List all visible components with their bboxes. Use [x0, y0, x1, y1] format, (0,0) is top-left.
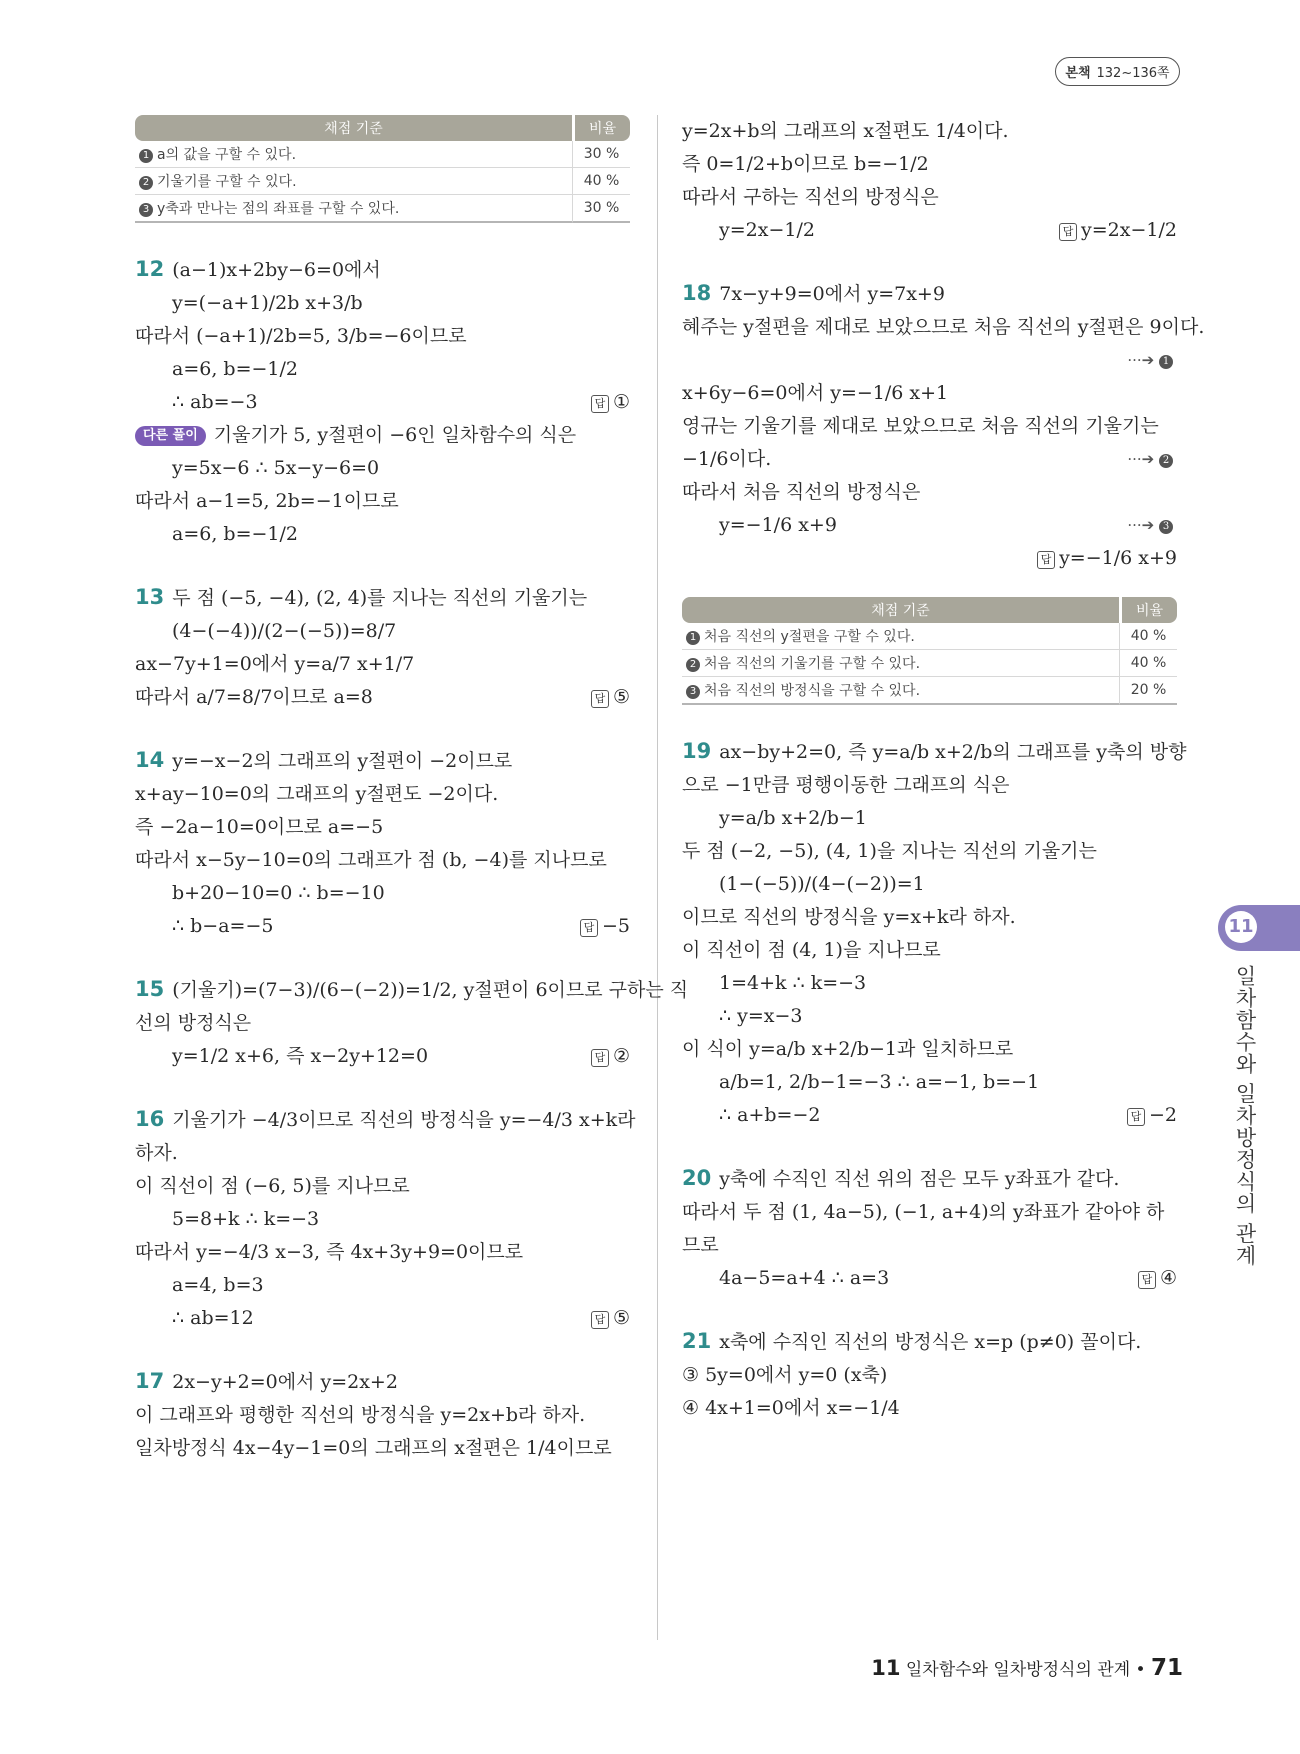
answer-icon: 답: [1037, 551, 1055, 569]
answer: [580, 910, 630, 943]
solution-line: 영규는 기울기를 제대로 보았으므로 처음 직선의 기울기는: [682, 415, 1159, 437]
solution-line: 두 점 (−2, −5), (4, 1)을 지나는 직선의 기울기는: [682, 840, 1097, 862]
solution-line: y=1/2 x+6, 즉 x−2y+12=0: [172, 1045, 429, 1067]
solution-line: y=2x−1/2: [719, 219, 815, 241]
solution-line: ax−by+2=0, 즉 y=a/b x+2/b의 그래프를 y축의 방향: [719, 741, 1187, 763]
step-marker: ···➔ 1: [1127, 344, 1177, 377]
answer-value: ④: [1159, 1267, 1177, 1289]
problem-number: 16: [135, 1107, 165, 1131]
scoring-table-right: [682, 597, 1177, 705]
solution-line: a/b=1, 2/b−1=−3 ∴ a=−1, b=−1: [719, 1071, 1040, 1093]
problem-20: [682, 1162, 1177, 1295]
solution-line: y=−1/6 x+9: [719, 514, 837, 536]
step-marker: ···➔ 2: [1127, 443, 1177, 476]
solution-line: a=6, b=−1/2: [172, 523, 298, 545]
table-row: [135, 168, 630, 195]
solution-line: 기울기가 5, y절편이 −6인 일차함수의 식은: [213, 424, 577, 446]
solution-line: y=(−a+1)/2b x+3/b: [172, 292, 363, 314]
answer: [1037, 547, 1177, 569]
problem-19: [682, 735, 1187, 1132]
problem-14: [135, 744, 630, 943]
table-row: [135, 195, 630, 223]
table-header-criteria: 채점 기준: [135, 115, 572, 141]
solution-line: ∴ ab=12: [172, 1307, 254, 1329]
answer-value: y=−1/6 x+9: [1059, 547, 1177, 569]
answer-icon: 답: [580, 919, 598, 937]
solution-line: 즉 0=1/2+b이므로 b=−1/2: [682, 153, 929, 175]
answer: [591, 386, 630, 419]
answer: [1138, 1262, 1177, 1295]
solution-line: y=−x−2의 그래프의 y절편이 −2이므로: [172, 750, 513, 772]
solution-line: y=5x−6 ∴ 5x−y−6=0: [172, 457, 380, 479]
table-row: [682, 623, 1177, 650]
solution-line: 4a−5=a+4 ∴ a=3: [719, 1267, 890, 1289]
solution-line: 1=4+k ∴ k=−3: [719, 972, 867, 994]
criteria-text: a의 값을 구할 수 있다.: [157, 147, 297, 163]
answer: [591, 681, 630, 714]
footer-dot: •: [1135, 1660, 1146, 1680]
circled-number: 1: [139, 149, 153, 163]
answer-icon: 답: [1138, 1271, 1156, 1289]
left-column: [135, 115, 689, 1465]
answer-value: ⑤: [612, 686, 630, 708]
problem-12: [135, 253, 630, 551]
solution-line: ∴ ab=−3: [172, 391, 258, 413]
solution-line: x+6y−6=0에서 y=−1/6 x+1: [682, 382, 949, 404]
chapter-side-title: 일차함수와 일차방정식의 관계: [1233, 965, 1257, 1267]
circled-number: 3: [139, 203, 153, 217]
solution-line: 이 직선이 점 (−6, 5)를 지나므로: [135, 1175, 410, 1197]
problem-number: 19: [682, 739, 712, 763]
answer: [591, 1302, 630, 1335]
chapter-number-badge: 11: [1225, 911, 1257, 943]
solution-line: 7x−y+9=0에서 y=7x+9: [719, 283, 945, 305]
ratio-cell: 40 %: [1119, 623, 1177, 650]
footer-chapter-title: 일차함수와 일차방정식의 관계: [905, 1660, 1131, 1680]
solution-line: 따라서 a/7=8/7이므로 a=8: [135, 686, 373, 708]
solution-line: y=a/b x+2/b−1: [719, 807, 867, 829]
solution-line: ∴ y=x−3: [719, 1005, 803, 1027]
footer-chapter-number: 11: [871, 1656, 901, 1680]
problem-21: [682, 1325, 1177, 1425]
scoring-table-left: [135, 115, 630, 223]
answer-icon: 답: [591, 690, 609, 708]
solution-line: (1−(−5))/(4−(−2))=1: [719, 873, 925, 895]
table-header-ratio: 비율: [1119, 597, 1177, 623]
answer-icon: 답: [591, 395, 609, 413]
page-range: 132~136쪽: [1096, 66, 1170, 81]
solution-line: 이 식이 y=a/b x+2/b−1과 일치하므로: [682, 1038, 1014, 1060]
problem-number: 15: [135, 977, 165, 1001]
circled-number: 2: [686, 658, 700, 672]
answer-value: y=2x−1/2: [1081, 219, 1177, 241]
answer-value: −5: [601, 915, 630, 937]
solution-line: 따라서 (−a+1)/2b=5, 3/b=−6이므로: [135, 325, 467, 347]
solution-line: 2x−y+2=0에서 y=2x+2: [172, 1371, 398, 1393]
circled-number: 3: [1159, 520, 1173, 534]
book-label: 본책: [1065, 66, 1091, 81]
answer: [591, 1040, 630, 1073]
solution-line: x+ay−10=0의 그래프의 y절편도 −2이다.: [135, 783, 499, 805]
circled-number: 1: [686, 631, 700, 645]
criteria-text: 처음 직선의 방정식을 구할 수 있다.: [704, 683, 921, 699]
solution-line: b+20−10=0 ∴ b=−10: [172, 882, 385, 904]
circled-number: 2: [139, 176, 153, 190]
answer-value: ②: [612, 1045, 630, 1067]
column-divider: [657, 115, 658, 1640]
problem-16: [135, 1103, 636, 1335]
answer: [1059, 214, 1177, 247]
solution-line: 으로 −1만큼 평행이동한 그래프의 식은: [682, 774, 1010, 796]
ratio-cell: 30 %: [572, 141, 630, 168]
problem-number: 21: [682, 1329, 712, 1353]
answer-icon: 답: [1127, 1108, 1145, 1126]
criteria-text: y축과 만나는 점의 좌표를 구할 수 있다.: [157, 201, 400, 217]
solution-line: y축에 수직인 직선 위의 점은 모두 y좌표가 같다.: [719, 1168, 1120, 1190]
answer-value: −2: [1148, 1104, 1177, 1126]
solution-line: ∴ b−a=−5: [172, 915, 274, 937]
solution-line: 즉 −2a−10=0이므로 a=−5: [135, 816, 384, 838]
answer-icon: 답: [591, 1311, 609, 1329]
solution-line: 5=8+k ∴ k=−3: [172, 1208, 320, 1230]
solution-line: a=4, b=3: [172, 1274, 264, 1296]
table-row: [135, 141, 630, 168]
solution-line: ③ 5y=0에서 y=0 (x축): [682, 1364, 888, 1386]
solution-line: 혜주는 y절편을 제대로 보았으므로 처음 직선의 y절편은 9이다.: [682, 316, 1205, 338]
table-row: [682, 650, 1177, 677]
solution-line: 선의 방정식은: [135, 1012, 252, 1034]
solution-line: ④ 4x+1=0에서 x=−1/4: [682, 1397, 900, 1419]
ratio-cell: 40 %: [572, 168, 630, 195]
table-row: [682, 677, 1177, 705]
answer-icon: 답: [1059, 223, 1077, 241]
solution-line: 따라서 두 점 (1, 4a−5), (−1, a+4)의 y좌표가 같아야 하: [682, 1201, 1165, 1223]
solution-line: 따라서 x−5y−10=0의 그래프가 점 (b, −4)를 지나므로: [135, 849, 607, 871]
solution-line: (a−1)x+2by−6=0에서: [172, 259, 381, 281]
solution-line: 므로: [682, 1234, 719, 1256]
table-header-criteria: 채점 기준: [682, 597, 1119, 623]
solution-line: 따라서 구하는 직선의 방정식은: [682, 186, 939, 208]
answer: [1127, 1099, 1177, 1132]
solution-line: 이므로 직선의 방정식을 y=x+k라 하자.: [682, 906, 1016, 928]
solution-line: a=6, b=−1/2: [172, 358, 298, 380]
solution-line: 따라서 y=−4/3 x−3, 즉 4x+3y+9=0이므로: [135, 1241, 524, 1263]
solution-line: 따라서 a−1=5, 2b=−1이므로: [135, 490, 399, 512]
page-footer: [871, 1655, 1183, 1681]
solution-line: ∴ a+b=−2: [719, 1104, 821, 1126]
solution-line: 이 직선이 점 (4, 1)을 지나므로: [682, 939, 941, 961]
problem-number: 18: [682, 281, 712, 305]
criteria-text: 처음 직선의 기울기를 구할 수 있다.: [704, 656, 921, 672]
page-number: 71: [1150, 1655, 1183, 1681]
solution-line: −1/6이다.: [682, 448, 772, 470]
solution-line: 기울기가 −4/3이므로 직선의 방정식을 y=−4/3 x+k라: [172, 1109, 636, 1131]
solution-line: x축에 수직인 직선의 방정식은 x=p (p≠0) 꼴이다.: [719, 1331, 1142, 1353]
answer-icon: 답: [591, 1049, 609, 1067]
problem-18: [682, 277, 1205, 575]
problem-number: 20: [682, 1166, 712, 1190]
answer-value: ①: [612, 391, 630, 413]
circled-number: 1: [1159, 355, 1173, 369]
problem-13: [135, 581, 630, 714]
criteria-text: 처음 직선의 y절편을 구할 수 있다.: [704, 629, 915, 645]
solution-line: (기울기)=(7−3)/(6−(−2))=1/2, y절편이 6이므로 구하는 직: [172, 979, 689, 1001]
ratio-cell: 30 %: [572, 195, 630, 223]
circled-number: 2: [1159, 454, 1173, 468]
right-column: [682, 115, 1205, 1425]
problem-17: [135, 1365, 630, 1465]
solution-line: 이 그래프와 평행한 직선의 방정식을 y=2x+b라 하자.: [135, 1404, 586, 1426]
solution-line: 두 점 (−5, −4), (2, 4)를 지나는 직선의 기울기는: [172, 587, 588, 609]
ratio-cell: 40 %: [1119, 650, 1177, 677]
table-header-ratio: 비율: [572, 115, 630, 141]
answer-value: ⑤: [612, 1307, 630, 1329]
solution-line: 따라서 처음 직선의 방정식은: [682, 481, 921, 503]
alt-solution-badge: 다른 풀이: [135, 426, 206, 446]
solution-line: 하자.: [135, 1142, 178, 1164]
step-marker: ···➔ 3: [1127, 509, 1177, 542]
solution-line: (4−(−4))/(2−(−5))=8/7: [172, 620, 397, 642]
problem-number: 14: [135, 748, 165, 772]
problem-number: 12: [135, 257, 165, 281]
solution-line: 일차방정식 4x−4y−1=0의 그래프의 x절편은 1/4이므로: [135, 1437, 612, 1459]
problem-15: [135, 973, 689, 1073]
solution-line: ax−7y+1=0에서 y=a/7 x+1/7: [135, 653, 415, 675]
problem-number: 17: [135, 1369, 165, 1393]
criteria-text: 기울기를 구할 수 있다.: [157, 174, 297, 190]
ratio-cell: 20 %: [1119, 677, 1177, 705]
solution-line: y=2x+b의 그래프의 x절편도 1/4이다.: [682, 120, 1009, 142]
page-reference-badge: [1055, 57, 1180, 86]
problem-number: 13: [135, 585, 165, 609]
problem-17-continued: [682, 115, 1177, 247]
circled-number: 3: [686, 685, 700, 699]
